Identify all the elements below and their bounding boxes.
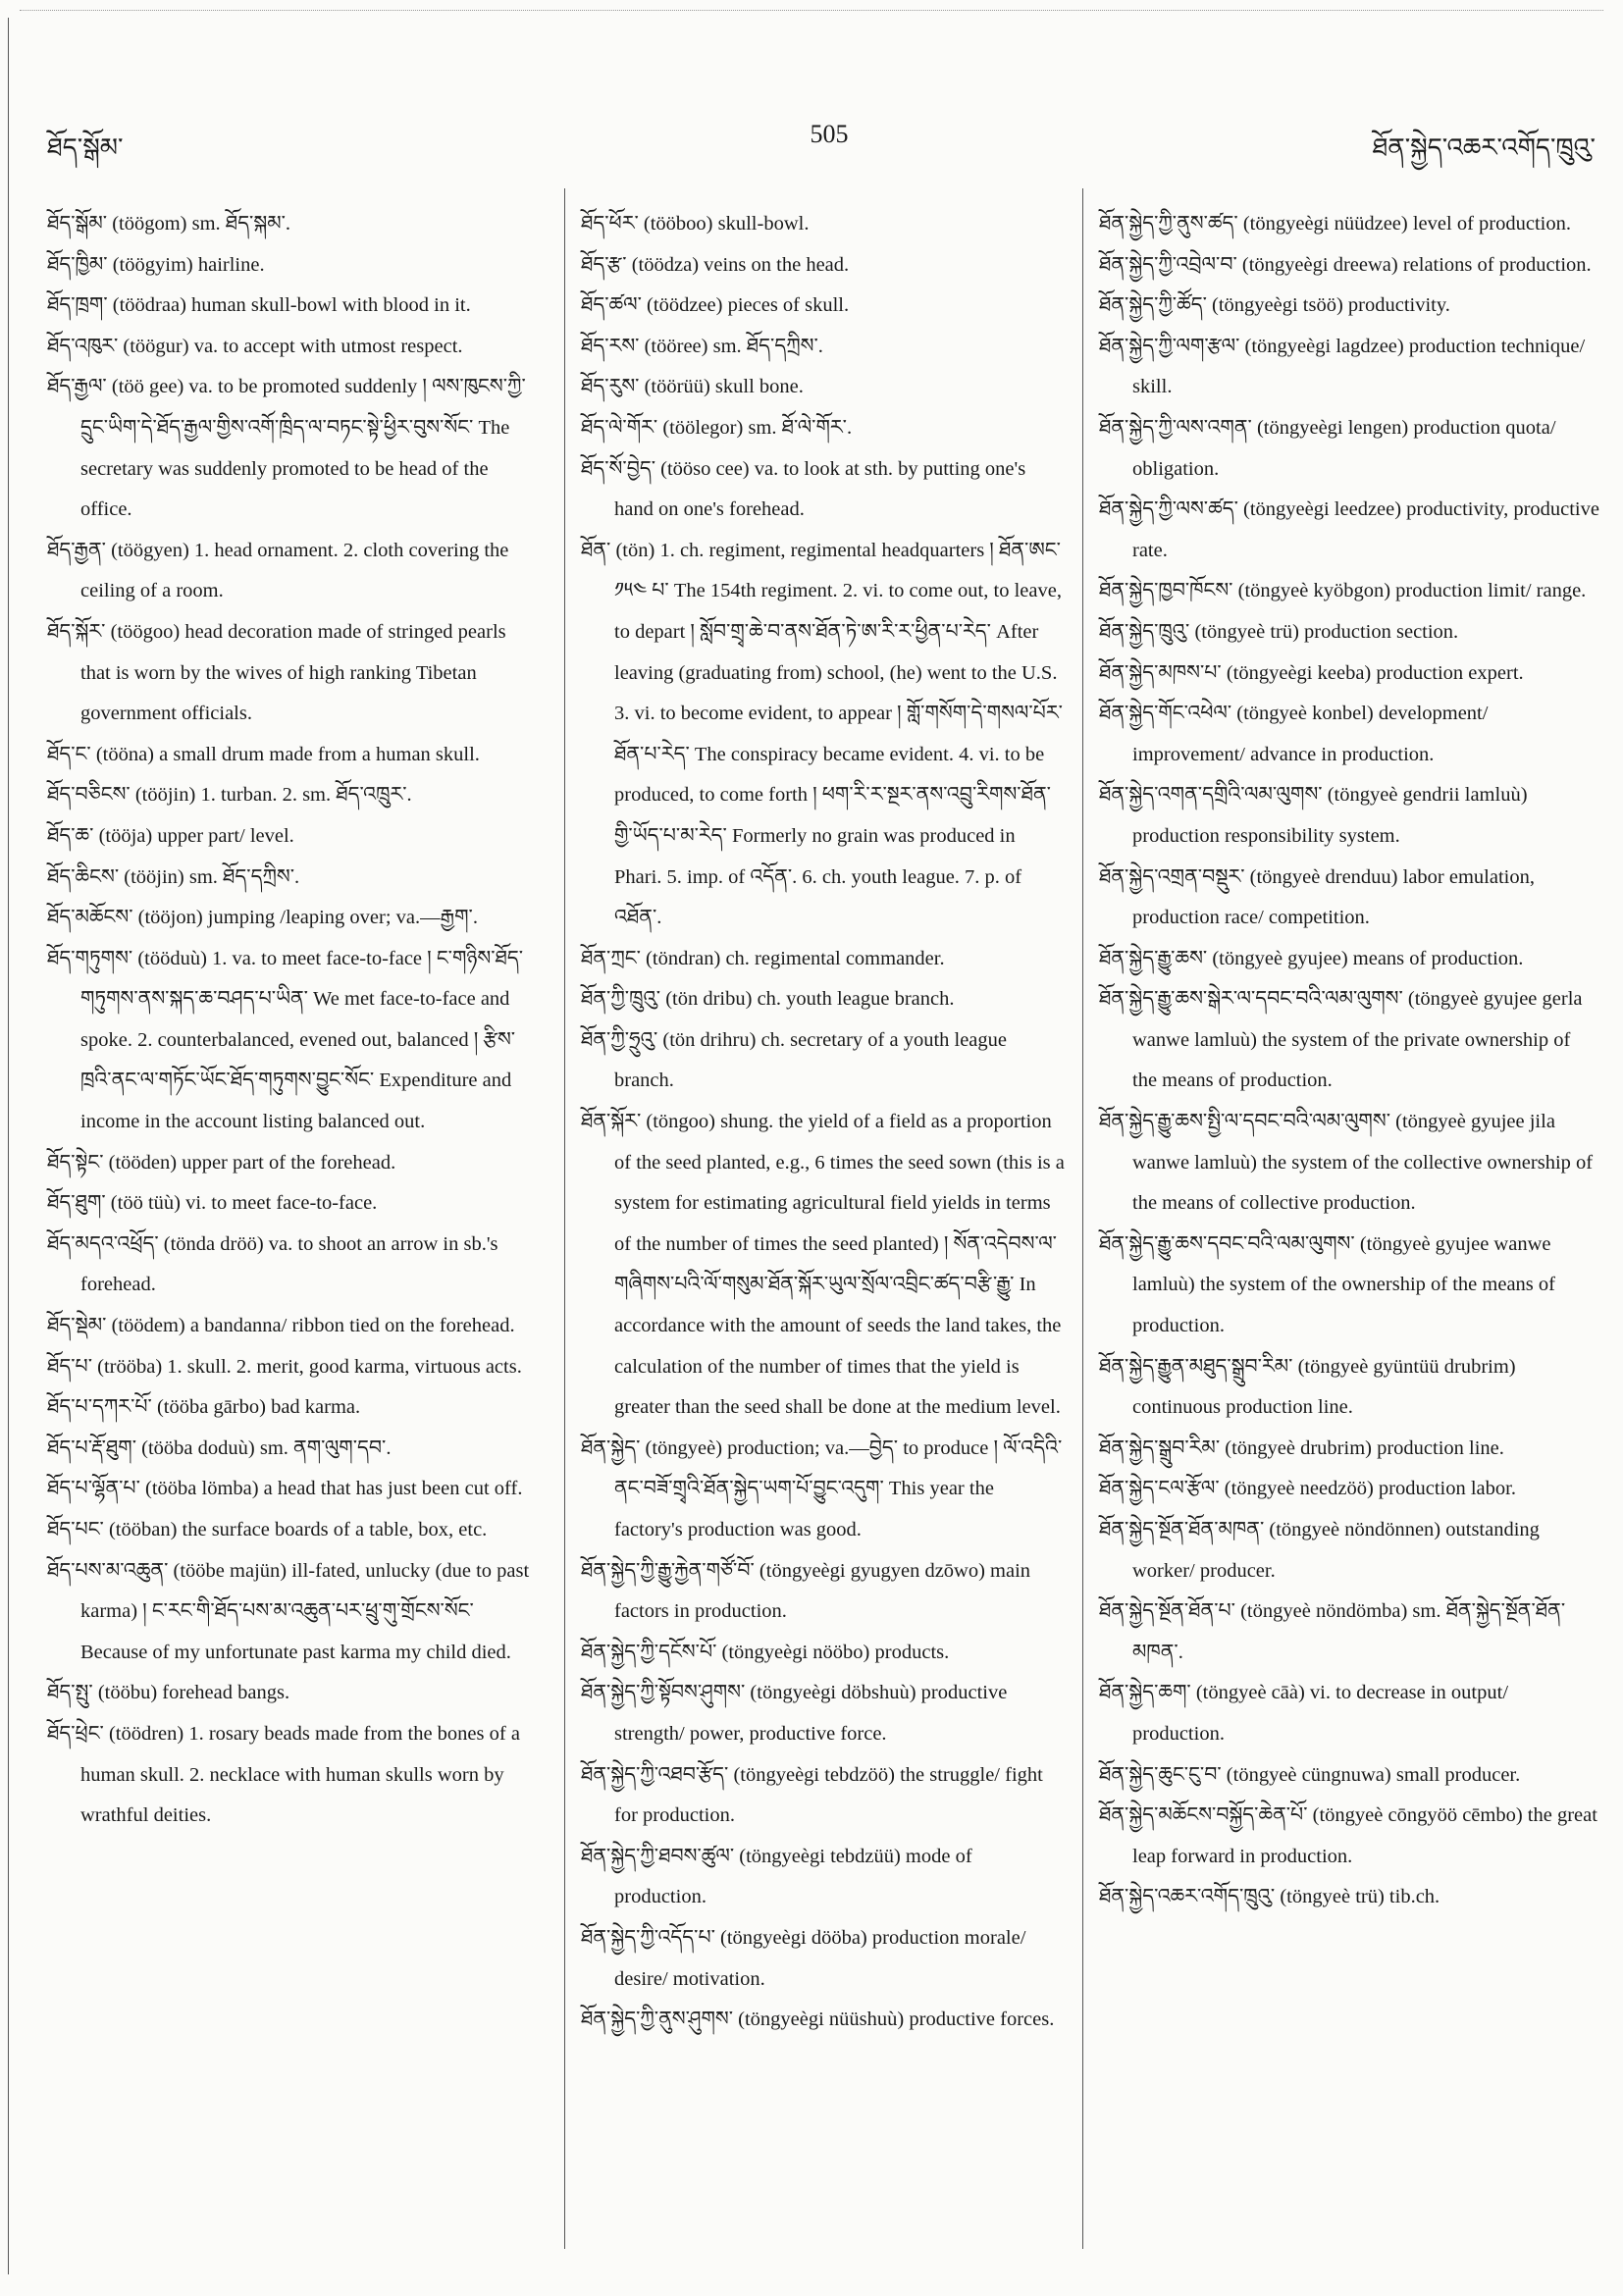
guide-word-left: ཐོད་སྒོམ་ <box>47 133 124 162</box>
dictionary-entry: ཐོན་སྐྱེད་ཀྱི་ནུས་ཤུགས་ (töngyeègi nüüshuù) productive forces. <box>581 2009 1055 2031</box>
dictionary-entry: ཐོད་ཆ་ (tööja) upper part/ level. <box>47 824 294 847</box>
dictionary-entry: ཐོད་མདའ་འཕྲོད་ (tönda dröö) va. to shoot an arrow in sb.'s forehead. <box>47 1232 498 1296</box>
dictionary-entry: ཐོད་སྤུ་ (tööbu) forehead bangs. <box>47 1682 290 1704</box>
dictionary-entry: ཐོན་སྐྱེད་ཁྲུའུ་ (töngyeè trü) production section. <box>1099 620 1459 643</box>
dictionary-entry: ཐོན་སྐྱེད་ཀྱི་འཐབ་རྩོད་ (töngyeègi tebdzöö) the struggle/ fight for production. <box>581 1763 1043 1827</box>
dictionary-column-3 <box>1099 204 1599 1918</box>
dictionary-entry: ཐོན་སྐྱེད་ (töngyeè) production; va.—བྱེད་ to produce ། ལོ་འདིའི་ནང་བཟོ་གྲྭའི་ཐོན་སྐྱེད་ཡག་པོ་བྱུང་འདུག་ This year the factory's production was good. <box>581 1436 1063 1540</box>
dictionary-entry: ཐོད་བཅིངས་ (tööjin) 1. turban. 2. sm. ཐོད་འཁྲུར་. <box>47 784 412 807</box>
dictionary-entry: ཐོད་པ་རྡོ་ཐུག་ (tööba doduù) sm. ནག་ལུག་དབ་. <box>47 1436 392 1459</box>
column-divider <box>1082 188 1083 2249</box>
dictionary-entry: ཐོད་ཚལ་ (töödzee) pieces of skull. <box>581 294 850 317</box>
dictionary-entry: ཐོད་སྒོམ་ (töögom) sm. ཐོད་སྐམ་. <box>47 213 291 235</box>
dictionary-entry: ཐོད་འཁུར་ (töögur) va. to accept with utmost respect. <box>47 335 463 357</box>
dictionary-entry: ཐོན་སྐྱེད་ཀྱི་ལག་རྩལ་ (töngyeègi lagdzee) production technique/ skill. <box>1099 335 1586 398</box>
dictionary-entry: ཐོད་རྒྱལ་ (töö gee) va. to be promoted suddenly ། ལས་ཁུངས་ཀྱི་དྲུང་ཡིག་དེ་ཐོད་རྒྱལ་གྱིས་འགོ་ཁྲིད་ལ་བཏང་སྟེ་ཕྱིར་བུས་སོང་ The secretary was suddenly promoted to be head of the office. <box>47 376 526 521</box>
dictionary-entry: ཐོད་པ་དཀར་པོ་ (tööba gārbo) bad karma. <box>47 1396 361 1419</box>
dictionary-entry: ཐོད་ཕྲེང་ (töödren) 1. rosary beads made from the bones of a human skull. 2. necklace with human skulls worn by wrathful deities. <box>47 1722 520 1827</box>
guide-word-right: ཐོན་སྐྱེད་འཆར་འགོད་ཁྲུའུ་ <box>1372 133 1596 162</box>
dictionary-entry: ཐོད་སོ་བྱེད་ (töösо cee) va. to look at sth. by putting one's hand on one's forehead. <box>581 457 1026 521</box>
dictionary-entry: ཐོན་སྐྱེད་སྔོན་ཐོན་མཁན་ (töngyeè nöndönnen) outstanding worker/ producer. <box>1099 1519 1540 1582</box>
dictionary-entry: ཐོན་སྐྱེད་རྒྱུ་ཆས་སྒེར་ལ་དབང་བའི་ལམ་ལུགས་ (töngyeè gyujee gerla wanwe lamluù) the system of the private ownership of the means of production. <box>1099 988 1583 1092</box>
dictionary-entry: ཐོད་པ་ (trööba) 1. skull. 2. merit, good karma, virtuous acts. <box>47 1355 522 1378</box>
dictionary-entry: ཐོད་རས་ (tööree) sm. ཐོད་དཀྲིས་. <box>581 335 823 357</box>
dictionary-entry: ཐོན་སྐྱེད་འཆར་འགོད་ཁྲུའུ་ (töngyeè trü) tib.ch. <box>1099 1886 1440 1908</box>
dictionary-entry: ཐོད་མཆོངས་ (tööjon) jumping /leaping over; va.—རྒྱག་. <box>47 907 478 929</box>
dictionary-entry: ཐོན་ཀྱི་ཁྲུའུ་ (tön dribu) ch. youth league branch. <box>581 988 955 1011</box>
dictionary-entry: ཐོན་སྐྱེད་ཀྱི་ལས་འགན་ (töngyeègi lengen) production quota/ obligation. <box>1099 416 1556 480</box>
page-binding-edge <box>8 18 9 2274</box>
dictionary-entry: ཐོན་སྐྱེད་སྔོན་ཐོན་པ་ (töngyeè nöndömba) sm. ཐོན་སྐྱེད་སྔོན་ཐོན་མཁན་. <box>1099 1600 1566 1663</box>
dictionary-entry: ཐོད་པ་ལྷོན་པ་ (tööba lömba) a head that has just been cut off. <box>47 1478 523 1500</box>
dictionary-entry: ཐོན་སྐོར་ (töngoo) shung. the yield of a field as a proportion of the seed planted, e.g., 6 times the seed sown (this is a system for estimating agricultural field yields in terms of the number of times the seed planted) ། སོན་འདེབས་ལ་གཞིགས་པའི་ལོ་གསུམ་ཐོན་སྐོར་ཡུལ་སྲོལ་འབྲིང་ཚད་བརྩི་རྒྱུ་ In accordance with the amount of seeds the land takes, the calculation of the number of times that the yield is greater than the seed shall be done at the medium level. <box>581 1111 1065 1419</box>
dictionary-entry: ཐོད་པས་མ་འཆུན་ (tööbe majün) ill-fated, unlucky (due to past karma) ། ང་རང་གི་ཐོད་པས་མ་འཆུན་པར་ཕྲུ་གུ་གྲོངས་སོང་ Because of my unfortunate past karma my child died. <box>47 1559 530 1663</box>
dictionary-entry: ཐོན་སྐྱེད་ཀྱི་ཚོད་ (töngyeègi tsöö) productivity. <box>1099 294 1450 317</box>
dictionary-entry: ཐོན་སྐྱེད་ཀྱི་ཐབས་ཚུལ་ (töngyeègi tebdzüü) mode of production. <box>581 1845 972 1908</box>
dictionary-entry: ཐོད་གཏུགས་ (tööduù) 1. va. to meet face-to-face ། ང་གཉིས་ཐོད་གཏུགས་ནས་སྐད་ཆ་བཤད་པ་ཡིན་ We met face-to-face and spoke. 2. counterbalanced, evened out, balanced ། རྩིས་ཁྲའི་ནང་ལ་གཏོང་ཡོང་ཐོད་གཏུགས་བྱུང་སོང་ Expenditure and income in the account listing balanced out. <box>47 947 524 1133</box>
dictionary-entry: ཐོན་སྐྱེད་རྒྱུན་མཐུད་སྒྲུབ་རིམ་ (töngyeè gyüntüü drubrim) continuous production line. <box>1099 1355 1516 1419</box>
dictionary-entry: ཐོད་ཁྱིམ་ (töögyim) hairline. <box>47 253 265 276</box>
top-edge <box>20 10 1603 12</box>
dictionary-entry: ཐོད་ཕོར་ (tööboo) skull-bowl. <box>581 213 810 235</box>
dictionary-entry: ཐོད་ང་ (tööna) a small drum made from a human skull. <box>47 743 480 765</box>
dictionary-entry: ཐོད་རུས་ (töörüü) skull bone. <box>581 376 804 398</box>
dictionary-entry: ཐོན་སྐྱེད་རྒྱུ་ཆས་ (töngyeè gyujee) means of production. <box>1099 947 1524 969</box>
dictionary-entry: ཐོན་སྐྱེད་ཀྱི་འདོད་པ་ (töngyeègi dööba) production morale/ desire/ motivation. <box>581 1926 1026 1990</box>
dictionary-entry: ཐོན་སྐྱེད་ཀྱི་འབྲེལ་བ་ (töngyeègi dreewa) relations of production. <box>1099 253 1592 276</box>
dictionary-entry: ཐོད་རྒྱན་ (töögyen) 1. head ornament. 2. cloth covering the ceiling of a room. <box>47 539 509 602</box>
dictionary-entry: ཐོད་ཁྲག་ (töödraa) human skull-bowl with blood in it. <box>47 294 471 317</box>
dictionary-entry: ཐོན་སྐྱེད་གོང་འཕེལ་ (töngyeè konbel) development/ improvement/ advance in production. <box>1099 703 1489 765</box>
dictionary-entry: ཐོན་ཀྲང་ (töndran) ch. regimental commander. <box>581 947 945 969</box>
dictionary-entry: ཐོད་ཐུག་ (töö tüù) vi. to meet face-to-face. <box>47 1192 378 1215</box>
dictionary-entry: ཐོན་སྐྱེད་རྒྱུ་ཆས་དབང་བའི་ལམ་ལུགས་ (töngyeè gyujee wanwe lamluù) the system of the ownership of the means of production. <box>1099 1232 1555 1337</box>
dictionary-entry: ཐོད་ལེ་གོར་ (töölegor) sm. ཐོ་ལེ་གོར་. <box>581 416 853 439</box>
dictionary-entry: ཐོན་སྐྱེད་ཀྱི་སྟོབས་ཤུགས་ (töngyeègi döbshuù) productive strength/ power, productive force. <box>581 1682 1008 1745</box>
dictionary-entry: ཐོན་སྐྱེད་ངལ་རྩོལ་ (töngyeè needzöö) production labor. <box>1099 1478 1516 1500</box>
dictionary-entry: ཐོན་སྐྱེད་ཆག་ (töngyeè cāà) vi. to decrease in output/ production. <box>1099 1682 1509 1745</box>
dictionary-entry: ཐོན་ཀྱི་ཧྲུའུ་ (tön drihru) ch. secretary of a youth league branch. <box>581 1028 1008 1092</box>
dictionary-entry: ཐོད་སྐོར་ (töögoo) head decoration made of stringed pearls that is worn by the wives of high ranking Tibetan government officials. <box>47 620 506 725</box>
dictionary-column-1 <box>47 204 538 1837</box>
page-number: 505 <box>810 120 849 148</box>
dictionary-column-2 <box>581 204 1067 2041</box>
dictionary-entry: ཐོན་སྐྱེད་ཀྱི་ལས་ཚད་ (töngyeègi leedzee) productivity, productive rate. <box>1099 498 1599 561</box>
dictionary-entry: ཐོན་སྐྱེད་རྒྱུ་ཆས་སྤྱི་ལ་དབང་བའི་ལམ་ལུགས་ (töngyeè gyujee jila wanwe lamluù) the system of the collective ownership of the means of collective production. <box>1099 1111 1594 1215</box>
dictionary-entry: ཐོད་སྡེམ་ (töödem) a bandanna/ ribbon tied on the forehead. <box>47 1315 515 1337</box>
dictionary-entry: ཐོན་སྐྱེད་མཁས་པ་ (töngyeègi keeba) production expert. <box>1099 661 1524 684</box>
dictionary-entry: ཐོན་སྐྱེད་ཆུང་ངུ་བ་ (töngyeè cüngnuwa) small producer. <box>1099 1763 1521 1786</box>
dictionary-entry: ཐོན་སྐྱེད་ཀྱི་ནུས་ཚད་ (töngyeègi nüüdzee) level of production. <box>1099 213 1571 235</box>
dictionary-entry: ཐོན་སྐྱེད་འགན་དགྲིའི་ལམ་ལུགས་ (töngyeè gendrii lamluù) production responsibility system. <box>1099 784 1528 847</box>
dictionary-entry: ཐོན་སྐྱེད་སྒྲུབ་རིམ་ (töngyeè drubrim) production line. <box>1099 1436 1504 1459</box>
dictionary-entry: ཐོན་སྐྱེད་འགྲན་བསྡུར་ (töngyeè drenduu) labor emulation, production race/ competition. <box>1099 865 1535 929</box>
dictionary-entry: ཐོད་པང་ (tööban) the surface boards of a table, box, etc. <box>47 1519 488 1540</box>
dictionary-entry: ཐོན་སྐྱེད་ཀྱི་རྒྱུ་རྐྱེན་གཙོ་བོ་ (töngyeègi gyugyen dzōwo) main factors in production. <box>581 1559 1031 1623</box>
column-divider <box>564 188 565 2249</box>
dictionary-entry: ཐོད་ཆིངས་ (tööjin) sm. ཐོད་དཀྲིས་. <box>47 865 300 888</box>
dictionary-entry: ཐོན་སྐྱེད་མཆོངས་བསྐྱོད་ཆེན་པོ་ (töngyeè cōngyöö cēmbo) the great leap forward in production. <box>1099 1804 1597 1867</box>
dictionary-entry: ཐོན་སྐྱེད་ཀྱི་དངོས་པོ་ (töngyeègi nööbo) products. <box>581 1641 950 1663</box>
dictionary-entry: ཐོད་རྩ་ (töödza) veins on the head. <box>581 253 850 276</box>
dictionary-entry: ཐོན་ (tön) 1. ch. regiment, regimental headquarters ། ཐོན་ཨང་ ༡༥༤ པ་ The 154th regiment. 2. vi. to come out, to leave, to depart ། སློབ་གྲྭ་ཆེ་བ་ནས་ཐོན་ཏེ་ཨ་རི་ར་ཕྱིན་པ་རེད་ After leaving (graduating from) school, (he) went to the U.S. 3. vi. to become evident, to appear ། གློ་གསོག་དེ་གསལ་པོར་ཐོན་པ་རེད་ The conspiracy became evident. 4. vi. to be produced, to come forth ། ཕག་རི་ར་སྔར་ནས་འབྲུ་རིགས་ཐོན་གྱི་ཡོད་པ་མ་རེད་ Formerly no grain was produced in Phari. 5. imp. of འདོན་. 6. ch. youth league. 7. p. of འཐོན་. <box>581 539 1063 929</box>
dictionary-entry: ཐོད་སྟེང་ (tööden) upper part of the forehead. <box>47 1151 396 1174</box>
dictionary-entry: ཐོན་སྐྱེད་ཁྱབ་ཁོངས་ (töngyeè kyöbgon) production limit/ range. <box>1099 580 1587 602</box>
